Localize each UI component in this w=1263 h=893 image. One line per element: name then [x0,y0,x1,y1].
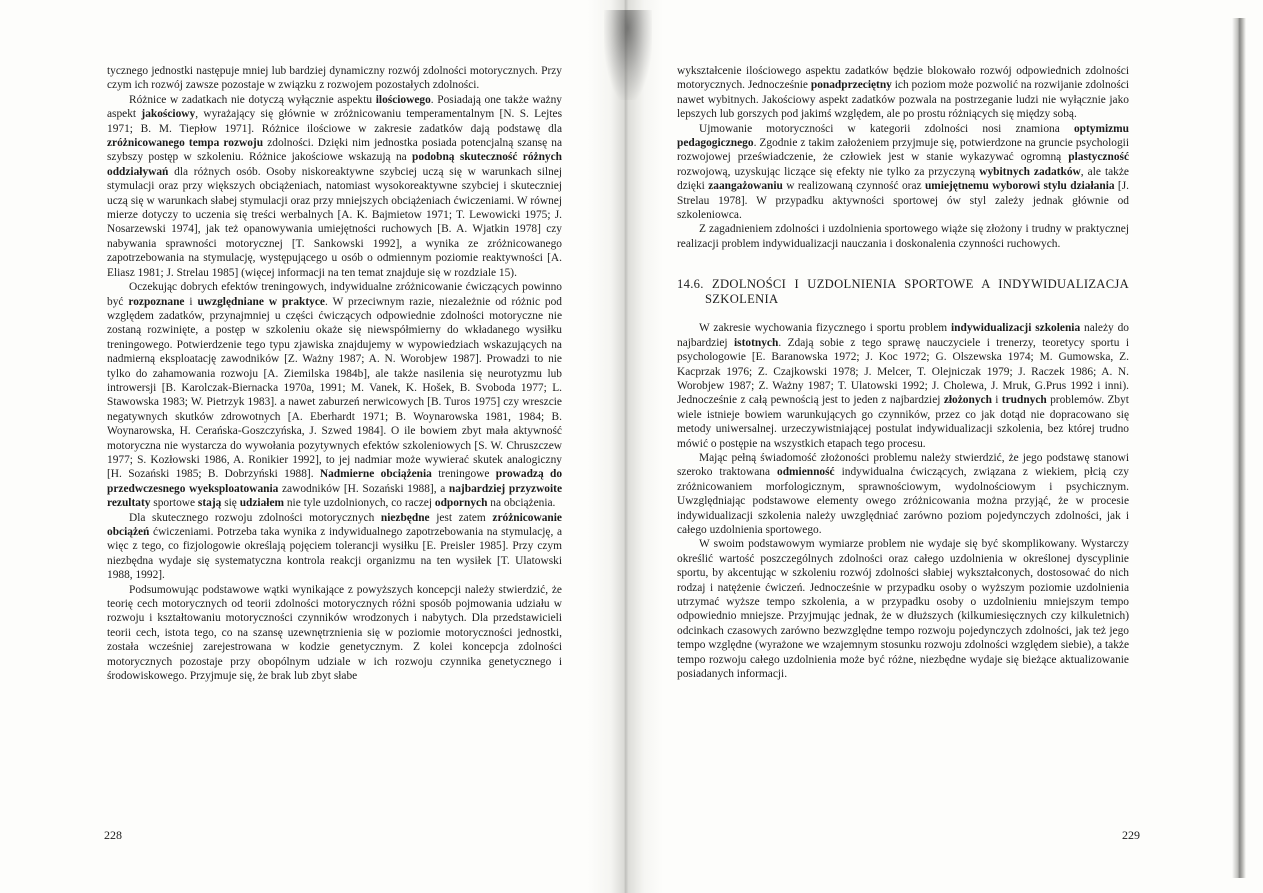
scan-artifact [604,10,652,100]
text-run: [J. Strelau 1978]. W przypadku aktywności sportowej ów styl zależy jednak głównie od szkoleniowca. [677,180,1130,222]
text-run: wykształcenie ilościowego aspektu zadatków będzie blokowało rozwój odpowiednich zdolności motorycznych. Jednocześnie [677,65,1129,92]
emphasis-text: optymizmu pedagogicznego [677,122,1129,150]
text-run: . W przeciwnym razie, niezależnie od różnic pod względem zadatków, przynajmniej u części ćwiczących odpowiednie zdolności motoryczne nie zostaną rozwinięte, a postęp w szkoleniu okaże się niewspółmierny do wkładanego wysiłku treningowego. Potwierdzenie tego typu zjawiska znajdujemy w wypowiedziach wskazujących na nadmierną eksploatację zawodników [Z. Ważny 1987; A. N. Worobjew 1987]. Prowadzi to nie tylko do zahamowania rozwoju [A. Ziemilska 1984b], ale także nasilenia się neurotyzmu lub introwersji [B. Karolczak-Biernacka 1970a, 1991; M. Vanek, K. Hošek, B. Svoboda 1977; L. Stawowska 1983; W. Pietrzyk 1983]. a nawet zaburzeń nerwicowych [B. Turos 1975] czy wreszcie negatywnych skutków zdrowotnych [A. Eberhardt 1971; B. Woynarowska 1981, 1984; B. Woynarowska, H. Cerańska-Goszczyńska, J. Szwed 1984]. O ile bowiem zbyt mała aktywność motoryczna nie wystarcza do wywołania pozytywnych efektów szkoleniowych [S. W. Chruszczew 1977; S. Kozłowski 1986, A. Ronikier 1992], to jej nadmiar może wywierać skutek analogiczny [H. Sozański 1985; B. Dobrzyński 1988]. [107,295,562,481]
emphasis-text: zróżnicowanie obciążeń [107,511,562,538]
text-run: Dla skutecznego rozwoju zdolności motorycznych [129,511,381,524]
emphasis-text: uwzględniane w praktyce [197,295,325,308]
text-run: zawodników [H. Sozański 1988], a [278,482,449,495]
emphasis-text: plastyczność [1068,151,1129,164]
right-page [677,64,1129,681]
emphasis-text: najbardziej przyzwoite rezultaty [107,482,562,510]
text-run: , ale także dzięki [677,165,1129,193]
text-run: Podsumowując podstawowe wątki wynikające z powyższych koncepcji należy stwierdzić, że teorię cech motorycznych od teorii zdolności motorycznych różni sposób pojmowania udziału w rozwoju i kształtowaniu motoryczności czynników wrodzonych i nabytych. Dla przedstawicieli teorii cech, istota tego, co na szansę uzewnętrznienia się w poziomie motoryczności jednostki, została wcześniej zarejestrowana w kodzie genetycznym. Z kolei koncepcja zdolności motorycznych pozostaje przy obopólnym udziale w ich rozwoju czynnika genetycznego i środowiskowego. Przyjmuje się, że brak lub zbyt słabe [107,583,562,683]
text-run: Oczekując dobrych efektów treningowych, indywidualne zróżnicowanie ćwiczących powinno być [107,281,562,308]
emphasis-text: udziałem [239,497,284,510]
text-run: Mając pełną świadomość złożoności problemu należy stwierdzić, że jego podstawę stanowi szeroko traktowana [677,451,1129,479]
section-heading: 14.6. ZDOLNOŚCI I UZDOLNIENIA SPORTOWE A INDYWIDUALIZACJA SZKOLENIA [677,277,1129,307]
paragraph [677,451,1129,537]
emphasis-text: prowadzą do przedwczesnego wyeksploatowania [107,468,563,495]
paragraph [677,122,1129,223]
emphasis-text: trudnych [1001,394,1047,407]
text-run: . Posiadają one także ważny aspekt [107,93,562,121]
text-run: . Zdają sobie z tego sprawę nauczyciele i trenerzy, teoretycy sportu i psychologowie [E. Baranowska 1972; J. Koc 1972; G. Olszewska 1974; M. Gumowska, Z. Kacprzak 1976; Z. Czajkowski 1978; J. Melcer, T. Olejniczak 1979; J. Raczek 1986; A. N. Worobjew 1987; Z. Ważny 1987; T. Ulatowski 1992; J. Cholewa, J. Mruk, G.Prus 1992 i inni). Jednocześnie z całą pewnością jest to jeden z najbardziej [677,336,1129,407]
text-run: Z zagadnieniem zdolności i uzdolnienia sportowego wiąże się złożony i trudny w praktycznej realizacji problem indywidualizacji nauczania i doskonalenia czynności ruchowych. [677,223,1129,250]
emphasis-text: rozpoznane [128,295,185,308]
text-run: zdolności. Dzięki nim jednostka posiada potencjalną szansę na szybszy postęp w szkoleniu. Różnice jakościowe wskazują na [107,137,563,164]
emphasis-text: ilościowego [375,93,431,106]
text-run: ćwiczeniami. Potrzeba taka wynika z indywidualnego zapotrzebowania na stymulację, a więc z tego, co fizjologowie określają pojęciem tolerancji wysiłku [E. Preisler 1985]. Przy czym niezbędna wydaje się systematyczna kontrola reakcji organizmu na ten wysiłek [T. Ulatowski 1988, 1992]. [107,526,562,582]
text-run: na obciążenia. [487,497,556,510]
text-run: jest zatem [429,511,493,524]
right-page-body-bottom [677,321,1129,681]
text-run: i [991,394,1002,407]
book-gutter-shadow [588,0,663,893]
text-run: sportowe [150,497,198,510]
paragraph [107,93,562,280]
text-run: nie tyle uzdolnionych, co raczej [284,497,435,510]
text-run: w realizowaną czynność oraz [782,180,925,193]
text-run: problemów. Zbyt wiele istnieje bowiem warunkujących go czynników, przez co jak dotąd nie dopracowano się metody uniwersalnej. urzeczywistniającej postulat indywidualizacji szkolenia, bez której trudno mówić o postępie na wszystkich etapach tego procesu. [677,394,1129,450]
emphasis-text: zaangażowaniu [708,180,783,193]
paragraph [107,64,562,93]
paragraph [107,583,562,684]
text-run: indywidualna ćwiczących, związana z wiekiem, płcią czy zróżnicowaniem morfologicznym, sprawnościowym, wydolnościowym i psychicznym. Uwzględniając podstawowe elementy owego zróżnicowania można przyjąć, że w procesie indywidualizacji szkolenia należy uwzględniać zarówno poziom pojedynczych zdolności, jak i całego uzdolnienia sportowego. [677,466,1129,536]
left-page [107,64,562,683]
paragraph [107,280,562,511]
text-run: należy do najbardziej [677,322,1129,349]
paragraph [677,222,1129,251]
paragraph [677,64,1129,122]
emphasis-text: jakościowy [141,108,196,121]
emphasis-text: umiejętnemu wyborowi stylu działania [924,180,1115,193]
emphasis-text: podobną skuteczność różnych oddziaływań [107,151,562,178]
emphasis-text: niezbędne [380,511,430,524]
paragraph [677,321,1129,451]
left-page-body [107,64,562,683]
text-run: . Zgodnie z takim założeniem przyjmuje się, potwierdzone na gruncie psychologii rozwojowej przeświadczenie, że człowiek jest w stanie wykazywać ogromną [677,137,1129,164]
emphasis-text: zróżnicowanego tempa rozwoju [107,137,264,150]
emphasis-text: istotnych [734,336,779,349]
text-run: ich poziom może pozwolić na rozwijanie zdolności nawet wybitnych. Jakościowy aspekt zadatków pozwala na postrzeganie ludzi nie wyłącznie jako lepszych lub gorszych pod jakimś względem, ale po prostu różniących się między sobą. [677,79,1129,121]
text-run: i [184,295,198,308]
emphasis-text: Nadmierne obciążenia [319,468,432,481]
page-edge-shadow [1232,18,1246,878]
right-page-body-top [677,64,1129,251]
text-run: W zakresie wychowania fizycznego i sportu problem [699,322,951,335]
text-run: W swoim podstawowym wymiarze problem nie wydaje się być skomplikowany. Wystarczy określić wartość poszczególnych zdolności oraz całego uzdolnienia w określonej dyscyplinie sportu, by akcentując w szkoleniu rozwój zdolności słabiej wykształconych, dostosować do nich rodzaj i natężenie ćwiczeń. Jednocześnie w przypadku osoby o wyższym poziomie uzdolnienia utrzymać wyższe tempo szkolenia, a w przypadku osoby o uzdolnieniu mniejszym tempo odpowiednio mniejsze. Przyjmując jednak, że w dłuższych (kilkumiesięcznych czy kilkuletnich) odcinkach czasowych zarówno bezwzględne tempo rozwoju pojedynczych zdolności, jak też jego tempo względne (wyrażone we wzajemnym stosunku rozwoju zdolności względem siebie), a także tempo rozwoju całego uzdolnienia może być różne, niezbędne wydaje się bieżące aktualizowanie posiadanych informacji. [677,538,1129,681]
emphasis-text: złożonych [943,394,992,407]
text-run: Różnice w zadatkach nie dotyczą wyłącznie aspektu [129,93,376,106]
text-run: dla różnych osób. Osoby niskoreaktywne szybciej uczą się w warunkach silnej stymulacji oraz przy większych obciążeniach, natomiast wysokoreaktywne szybciej i skuteczniej uczą się w warunkach słabej stymulacji oraz przy mniejszych obciążeniach ćwiczeniami. W równej mierze dotyczy to uczenia się treści werbalnych [A. K. Bajmietow 1971; T. Lewowicki 1975; J. Nosarzewski 1974], jak też opanowywania umiejętności ruchowych [B. A. Wjatkin 1978] czy nabywania sprawności motorycznej [T. Sankowski 1992], a wynika ze zróżnicowanego zapotrzebowania na stymulację, występującego u osób o odmiennym poziomie reaktywności [A. Eliasz 1981; J. Strelau 1985] (więcej informacji na ten temat znajduje się w rozdziale 15). [107,165,562,279]
text-run: Ujmowanie motoryczności w kategorii zdolności nosi znamiona [699,122,1074,135]
text-run: rozwojową, uzyskując liczące się efekty nie tylko za przyczyną [677,165,980,178]
left-page-number: 228 [104,828,122,842]
emphasis-text: wybitnych zadatków [979,165,1081,178]
text-run: treningowe [431,468,496,481]
text-run: tycznego jednostki następuje mniej lub bardziej dynamiczny rozwój zdolności motorycznych. Przy czym ich rozwój zawsze pozostaje w związku z rozwojem pozostałych zdolności. [107,65,562,92]
emphasis-text: odpornych [434,497,488,510]
text-run: , wyrażający się głównie w zróżnicowaniu temperamentalnym [N. S. Lejtes 1971; B. M. Tiepłow 1971]. Różnice ilościowe w zakresie zadatków dają podstawę dla [107,108,563,135]
emphasis-text: indywidualizacji szkolenia [950,322,1081,335]
emphasis-text: ponadprzeciętny [810,79,892,92]
emphasis-text: stają [197,497,222,510]
right-page-number: 229 [1122,828,1140,842]
emphasis-text: odmienność [777,466,835,479]
text-run: się [221,497,240,510]
paragraph [107,511,562,583]
paragraph [677,537,1129,681]
